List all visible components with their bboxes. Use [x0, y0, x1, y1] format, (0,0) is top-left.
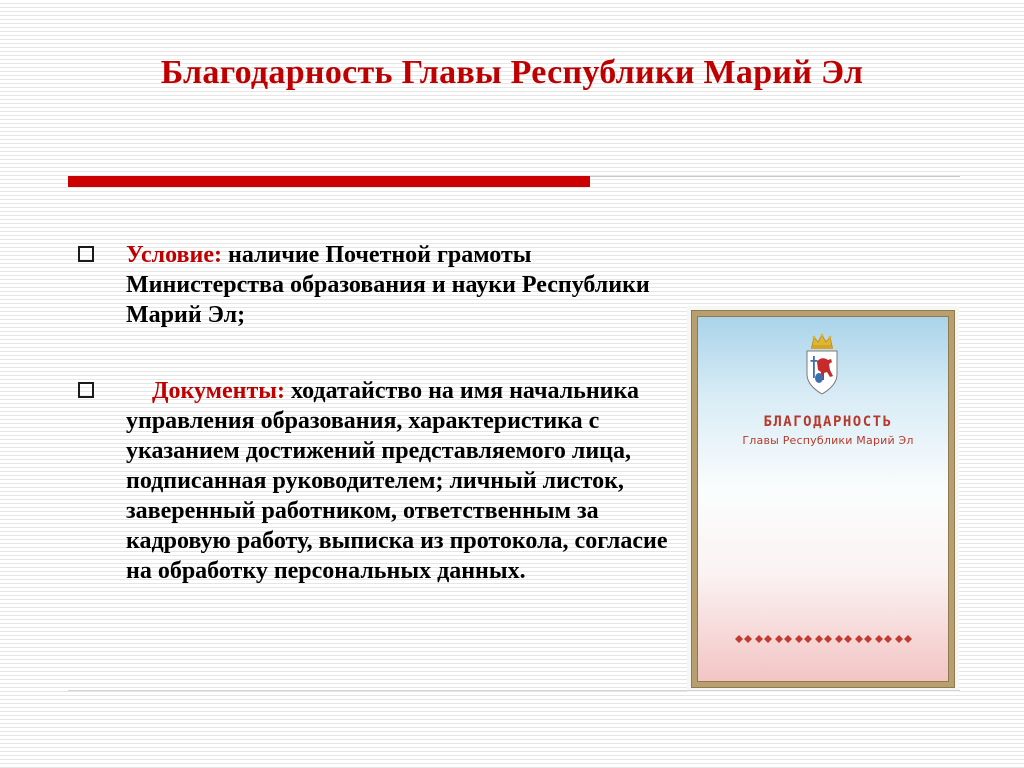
bullet-documents-lead: Документы: [152, 378, 286, 404]
slide-title: Благодарность Главы Республики Марий Эл [160, 54, 864, 91]
bullet-documents-text [126, 376, 668, 586]
accent-bar [68, 176, 590, 187]
certificate-title: БЛАГОДАРНОСТЬ [763, 414, 893, 430]
square-bullet-icon [78, 382, 94, 398]
bullet-documents [78, 376, 668, 586]
square-bullet-icon [78, 246, 94, 262]
header-rule [590, 176, 960, 177]
bullet-condition-body: наличие Почетной грамоты Министерства образования и науки Республики Марий Эл; [126, 242, 650, 328]
certificate-image [687, 306, 959, 692]
bullet-documents-body: ходатайство на имя начальника управления образования, характеристика с указанием достижений представляемого лица, подписанная руководителем; личный листок, заверенный работником, ответственным за кадровую работу, выписка из протокола, согласие на обработку персональных данных. [126, 378, 668, 584]
footer-rule [68, 690, 960, 691]
mari-el-coat-of-arms-icon [802, 332, 842, 398]
certificate-subtitle: Главы Республики Марий Эл [742, 434, 914, 447]
mari-ornament-icon [733, 634, 913, 644]
bullet-condition-lead: Условие: [126, 242, 222, 268]
bullet-condition-text [126, 240, 668, 330]
certificate-frame [692, 311, 954, 687]
bullet-condition [78, 240, 668, 330]
